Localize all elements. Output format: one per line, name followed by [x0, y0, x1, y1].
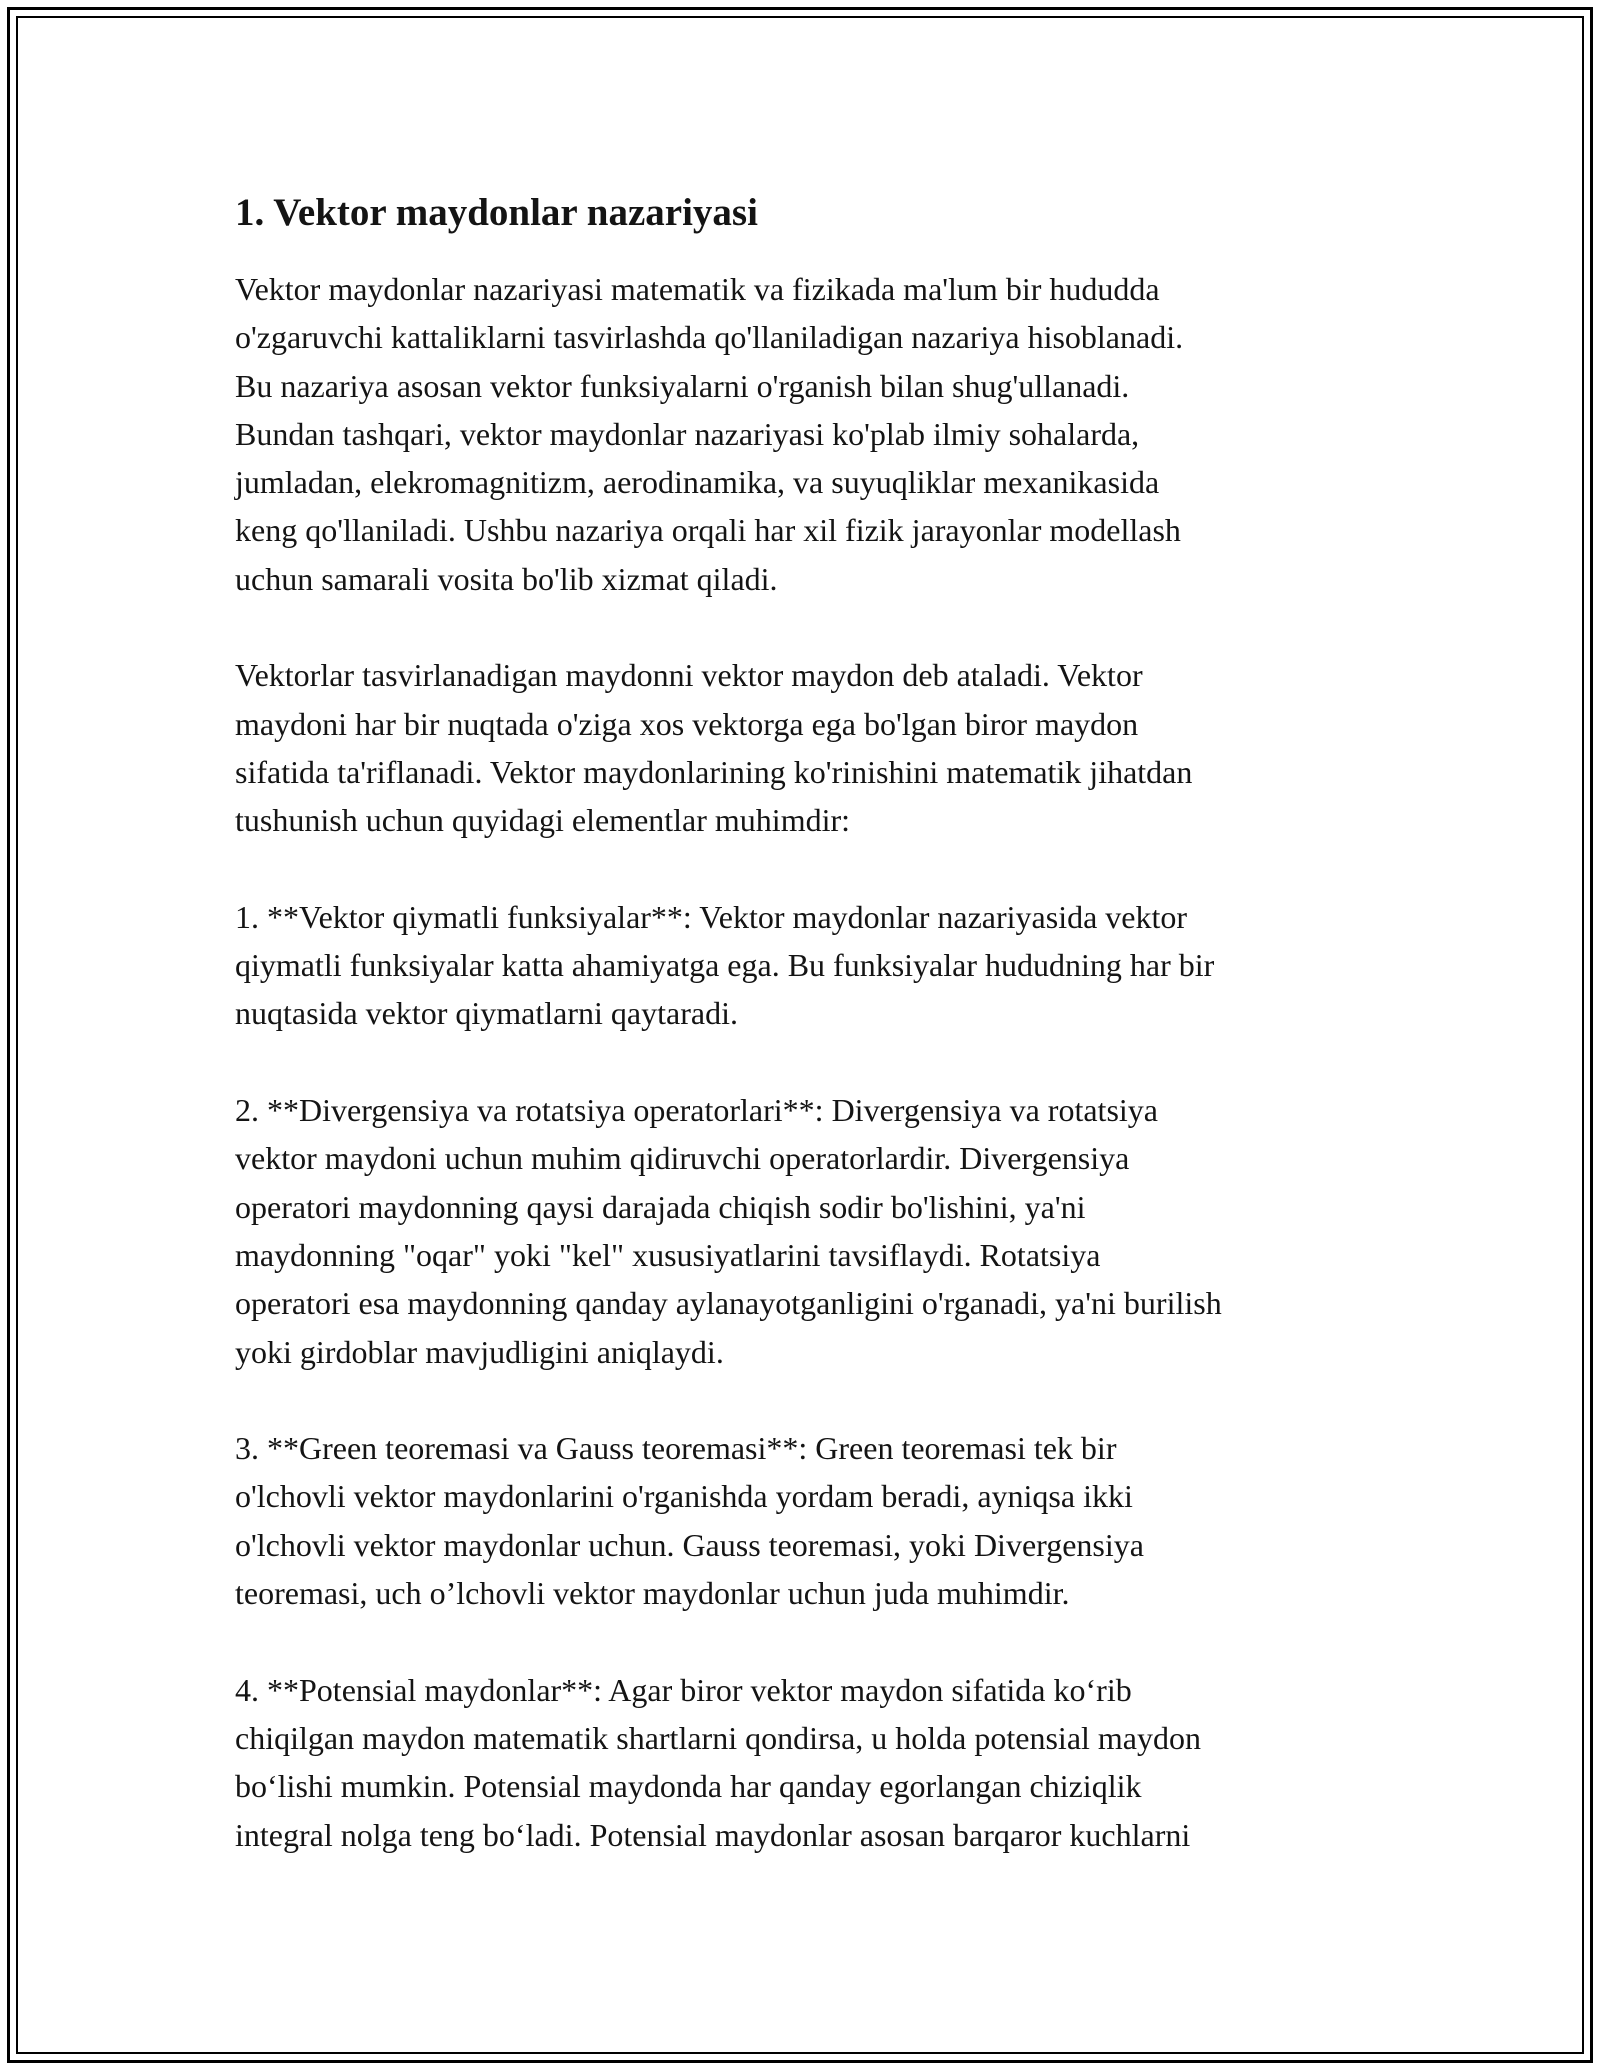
text-line: qiymatli funksiyalar katta ahamiyatga ega. Bu funksiyalar hududning har bir [235, 947, 1215, 984]
text-line: operatori esa maydonning qanday aylanayotganligini o'rganadi, ya'ni burilish [235, 1285, 1222, 1322]
text-line: vektor maydoni uchun muhim qidiruvchi operatorlardir. Divergensiya [235, 1140, 1130, 1177]
text-line: 3. **Green teoremasi va Gauss teoremasi**: Green teoremasi tek bir [235, 1430, 1117, 1467]
list-item-1 [235, 893, 1370, 1038]
text-line: integral nolga teng bo‘ladi. Potensial maydonlar asosan barqaror kuchlarni [235, 1816, 1191, 1853]
text-line: 2. **Divergensiya va rotatsiya operatorlari**: Divergensiya va rotatsiya [235, 1092, 1158, 1129]
section-heading: 1. Vektor maydonlar nazariyasi [235, 191, 758, 234]
text-line: Vektorlar tasvirlanadigan maydonni vektor maydon deb ataladi. Vektor [235, 657, 1143, 694]
text-line: jumladan, elekromagnitizm, aerodinamika, va suyuqliklar mexanikasida [235, 464, 1160, 501]
text-line: sifatida ta'riflanadi. Vektor maydonlarining ko'rinishini matematik jihatdan [235, 753, 1193, 790]
text-line: operatori maydonning qaysi darajada chiqish sodir bo'lishini, ya'ni [235, 1188, 1086, 1225]
document-body [235, 185, 1370, 1859]
list-item-4 [235, 1666, 1370, 1859]
text-line: bo‘lishi mumkin. Potensial maydonda har qanday egorlangan chiziqlik [235, 1768, 1142, 1805]
text-line: keng qo'llaniladi. Ushbu nazariya orqali har xil fizik jarayonlar modellash [235, 512, 1181, 549]
text-line: uchun samarali vosita bo'lib xizmat qiladi. [235, 560, 778, 597]
text-line: o'zgaruvchi kattaliklarni tasvirlashda qo'llaniladigan nazariya hisoblanadi. [235, 319, 1184, 356]
list-item-2 [235, 1086, 1370, 1376]
text-line: 4. **Potensial maydonlar**: Agar biror vektor maydon sifatida ko‘rib [235, 1671, 1132, 1708]
paragraph-definition [235, 651, 1370, 844]
text-line: tushunish uchun quyidagi elementlar muhimdir: [235, 802, 851, 839]
text-line: o'lchovli vektor maydonlar uchun. Gauss teoremasi, yoki Divergensiya [235, 1526, 1144, 1563]
text-line: maydonning "oqar" yoki "kel" xususiyatlarini tavsiflaydi. Rotatsiya [235, 1236, 1101, 1273]
text-line: Vektor maydonlar nazariyasi matematik va fizikada ma'lum bir hududda [235, 271, 1160, 307]
text-line: Bu nazariya asosan vektor funksiyalarni o'rganish bilan shug'ullanadi. [235, 367, 1130, 404]
text-line: yoki girdoblar mavjudligini aniqlaydi. [235, 1333, 724, 1370]
text-line: chiqilgan maydon matematik shartlarni qondirsa, u holda potensial maydon [235, 1719, 1201, 1756]
text-line: teoremasi, uch o’lchovli vektor maydonlar uchun juda muhimdir. [235, 1575, 1070, 1612]
list-item-3 [235, 1424, 1370, 1617]
text-line: maydoni har bir nuqtada o'ziga xos vektorga ega bo'lgan biror maydon [235, 705, 1139, 742]
paragraph-intro [235, 265, 1370, 603]
text-line: o'lchovli vektor maydonlarini o'rganishda yordam beradi, ayniqsa ikki [235, 1478, 1133, 1515]
text-line: 1. **Vektor qiymatli funksiyalar**: Vektor maydonlar nazariyasida vektor [235, 898, 1188, 935]
text-line: Bundan tashqari, vektor maydonlar nazariyasi ko'plab ilmiy sohalarda, [235, 415, 1140, 452]
text-line: nuqtasida vektor qiymatlarni qaytaradi. [235, 995, 738, 1032]
